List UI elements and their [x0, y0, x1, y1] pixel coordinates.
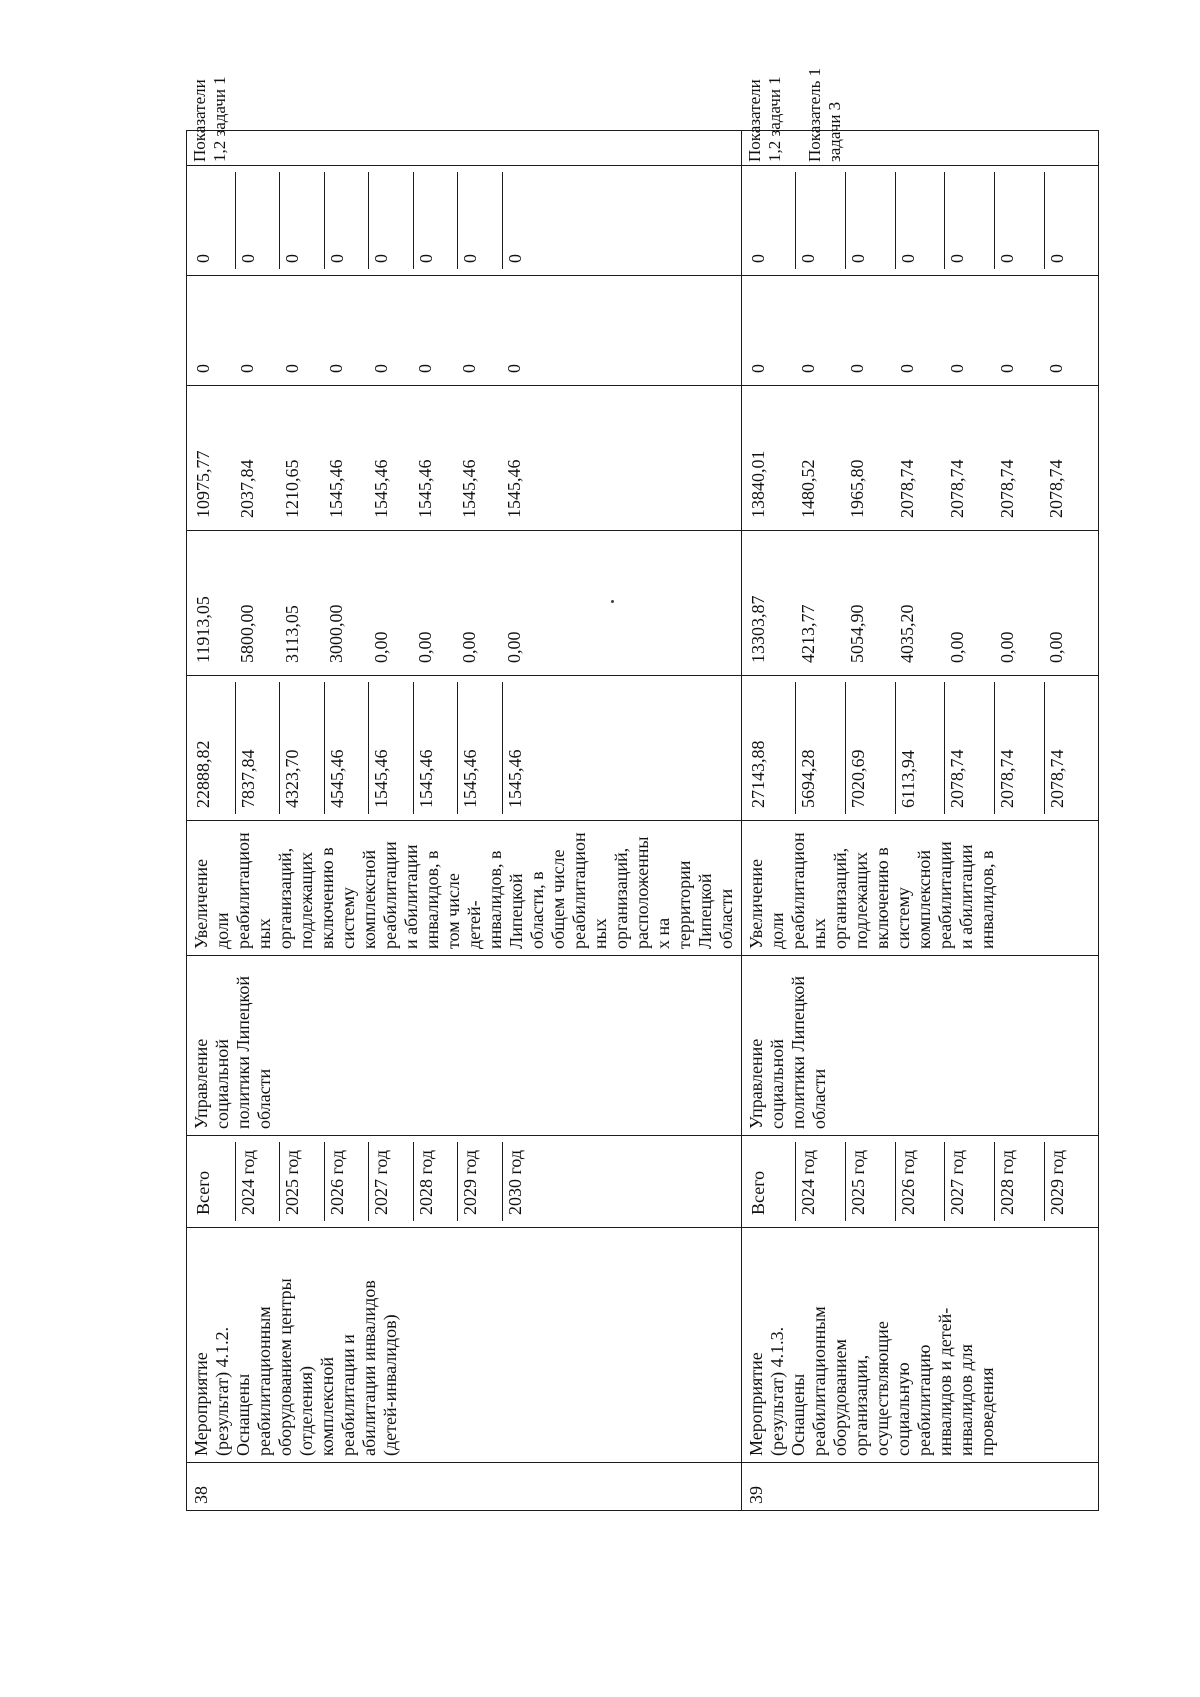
- period-year: 2027 год: [944, 1142, 994, 1221]
- measures-table: [186, 67, 1099, 1511]
- scan-speck: [611, 600, 614, 603]
- indicator-description: Увеличение доли реабилитацион ных организаций, подлежащих включению в систему комплексной реабилитации и абилитации инвалидов, в том числе детей- инвалидов, в Липецкой области, в общем числе реабилитацион ных организаций, расположенны х на территории Липецкой области: [187, 821, 742, 956]
- amount-value: 0: [326, 364, 347, 373]
- period-year: 2029 год: [457, 1142, 502, 1221]
- amount-value: 1965,80: [847, 459, 868, 518]
- amount-value: 0: [897, 364, 918, 373]
- amount-value: 6113,94: [895, 682, 945, 814]
- amount-value: 2078,74: [946, 459, 967, 518]
- amount-value: 13840,01: [748, 450, 768, 518]
- amount-value: 0: [281, 364, 302, 373]
- period-year: 2025 год: [279, 1142, 324, 1221]
- amount-value: 2037,84: [237, 459, 258, 518]
- amount-value: 2078,74: [944, 682, 994, 814]
- amount-column-c: [742, 386, 1099, 531]
- amount-value: 11913,05: [193, 596, 213, 663]
- amount-value: 4213,77: [797, 604, 818, 663]
- rotated-table-page: [186, 67, 1098, 1511]
- amount-value: 1545,46: [368, 682, 413, 814]
- period-year: 2028 год: [413, 1142, 458, 1221]
- amount-value: 0,00: [459, 631, 480, 663]
- indicator-description: Увеличение доли реабилитацион ных организаций, подлежащих включению в систему комплексной реабилитации и абилитации инвалидов, в: [742, 821, 1099, 956]
- period-year: 2030 год: [502, 1142, 547, 1221]
- row-number: 39: [742, 1463, 1099, 1511]
- amount-value: 0: [413, 172, 458, 269]
- amount-value: 1545,46: [413, 682, 458, 814]
- amount-value: 0: [457, 172, 502, 269]
- period-total-label: Всего: [193, 1170, 213, 1215]
- period-total-label: Всего: [748, 1170, 768, 1215]
- amount-value: 0,00: [414, 631, 435, 663]
- amount-value: 3000,00: [326, 604, 347, 663]
- amount-value: 0: [994, 172, 1044, 269]
- amount-column-c: [187, 386, 742, 531]
- amount-value: 0: [1044, 172, 1094, 269]
- measure-description: Мероприятие (результат) 4.1.3. Оснащены реабилитационным оборудованием организации, осуществляющие социальную реабилитацию инвалидов и детей- инвалидов для проведения: [742, 1228, 1099, 1463]
- amount-column-b: [187, 531, 742, 676]
- amount-value: 0,00: [1046, 631, 1067, 663]
- amount-value: 1545,46: [370, 459, 391, 518]
- amount-value: 0: [237, 364, 258, 373]
- amount-value: 0: [370, 364, 391, 373]
- amount-value: 0: [946, 364, 967, 373]
- amount-column-e: [742, 166, 1099, 276]
- amount-column-e: [187, 166, 742, 276]
- amount-column-d: [742, 276, 1099, 386]
- amount-value: 3113,05: [281, 605, 302, 663]
- amount-value: 1480,52: [797, 459, 818, 518]
- amount-value: 2078,74: [996, 459, 1017, 518]
- notes: Показатели 1,2 задачи 1 Показатель 1 задачи 3: [742, 131, 1099, 166]
- amount-value: 5054,90: [847, 604, 868, 663]
- period-year: 2024 год: [235, 1142, 280, 1221]
- amount-value: 0,00: [503, 631, 524, 663]
- amount-value: 4323,70: [279, 682, 324, 814]
- amount-value: 0: [502, 172, 547, 269]
- amount-value: 0: [748, 364, 768, 373]
- amount-value: 1545,46: [414, 459, 435, 518]
- amount-value: 1545,46: [457, 682, 502, 814]
- amount-value: 0: [797, 364, 818, 373]
- amount-column-a: [742, 676, 1099, 821]
- amount-value: 1545,46: [326, 459, 347, 518]
- amount-value: 0: [1046, 364, 1067, 373]
- amount-value: 0: [996, 364, 1017, 373]
- measure-description: Мероприятие (результат) 4.1.2. Оснащены реабилитационным оборудованием центры (отделения) комплексной реабилитации и абилитации инвалидов (детей-инвалидов): [187, 1228, 742, 1463]
- amount-value: 4545,46: [324, 682, 369, 814]
- amount-value: 2078,74: [994, 682, 1044, 814]
- amount-value: 1545,46: [502, 682, 547, 814]
- row-number: 38: [187, 1463, 742, 1511]
- period-year: 2024 год: [795, 1142, 845, 1221]
- executor: Управление социальной политики Липецкой области: [187, 956, 742, 1136]
- amount-value: 0: [324, 172, 369, 269]
- amount-value: 0: [847, 364, 868, 373]
- amount-value: 0: [944, 172, 994, 269]
- amount-value: 4035,20: [897, 604, 918, 663]
- amount-value: 5694,28: [795, 682, 845, 814]
- amount-value: 1545,46: [503, 459, 524, 518]
- amount-value: 2078,74: [1046, 459, 1067, 518]
- executor: Управление социальной политики Липецкой области: [742, 956, 1099, 1136]
- amount-value: 0: [193, 364, 213, 373]
- period-cell: [742, 1136, 1099, 1228]
- amount-value: 0: [795, 172, 845, 269]
- amount-value: 13303,87: [748, 595, 768, 663]
- amount-value: 10975,77: [193, 450, 213, 518]
- period-year: 2026 год: [324, 1142, 369, 1221]
- amount-value: 0: [368, 172, 413, 269]
- period-year: 2027 год: [368, 1142, 413, 1221]
- amount-value: 0: [459, 364, 480, 373]
- amount-value: 0,00: [946, 631, 967, 663]
- period-year: 2029 год: [1044, 1142, 1094, 1221]
- amount-value: 7020,69: [845, 682, 895, 814]
- amount-value: 22888,82: [193, 740, 213, 808]
- period-cell: [187, 1136, 742, 1228]
- amount-value: 2078,74: [897, 459, 918, 518]
- amount-value: 2078,74: [1044, 682, 1094, 814]
- amount-column-b: [742, 531, 1099, 676]
- amount-value: 0: [235, 172, 280, 269]
- amount-value: 0: [748, 254, 768, 263]
- amount-value: 1545,46: [459, 459, 480, 518]
- amount-value: 0: [845, 172, 895, 269]
- period-year: 2026 год: [895, 1142, 945, 1221]
- amount-value: 0: [503, 364, 524, 373]
- amount-value: 5800,00: [237, 604, 258, 663]
- amount-value: 27143,88: [748, 740, 768, 808]
- amount-value: 0: [895, 172, 945, 269]
- amount-value: 0,00: [996, 631, 1017, 663]
- amount-column-d: [187, 276, 742, 386]
- amount-value: 7837,84: [235, 682, 280, 814]
- amount-column-a: [187, 676, 742, 821]
- table-row-38: [187, 131, 742, 1511]
- amount-value: 0,00: [370, 631, 391, 663]
- period-year: 2028 год: [994, 1142, 1044, 1221]
- table-row-39: [742, 131, 1099, 1511]
- amount-value: 0: [414, 364, 435, 373]
- amount-value: 1210,65: [281, 459, 302, 518]
- amount-value: 0: [279, 172, 324, 269]
- notes: Показатели 1,2 задачи 1: [187, 131, 742, 166]
- period-year: 2025 год: [845, 1142, 895, 1221]
- amount-value: 0: [193, 254, 213, 263]
